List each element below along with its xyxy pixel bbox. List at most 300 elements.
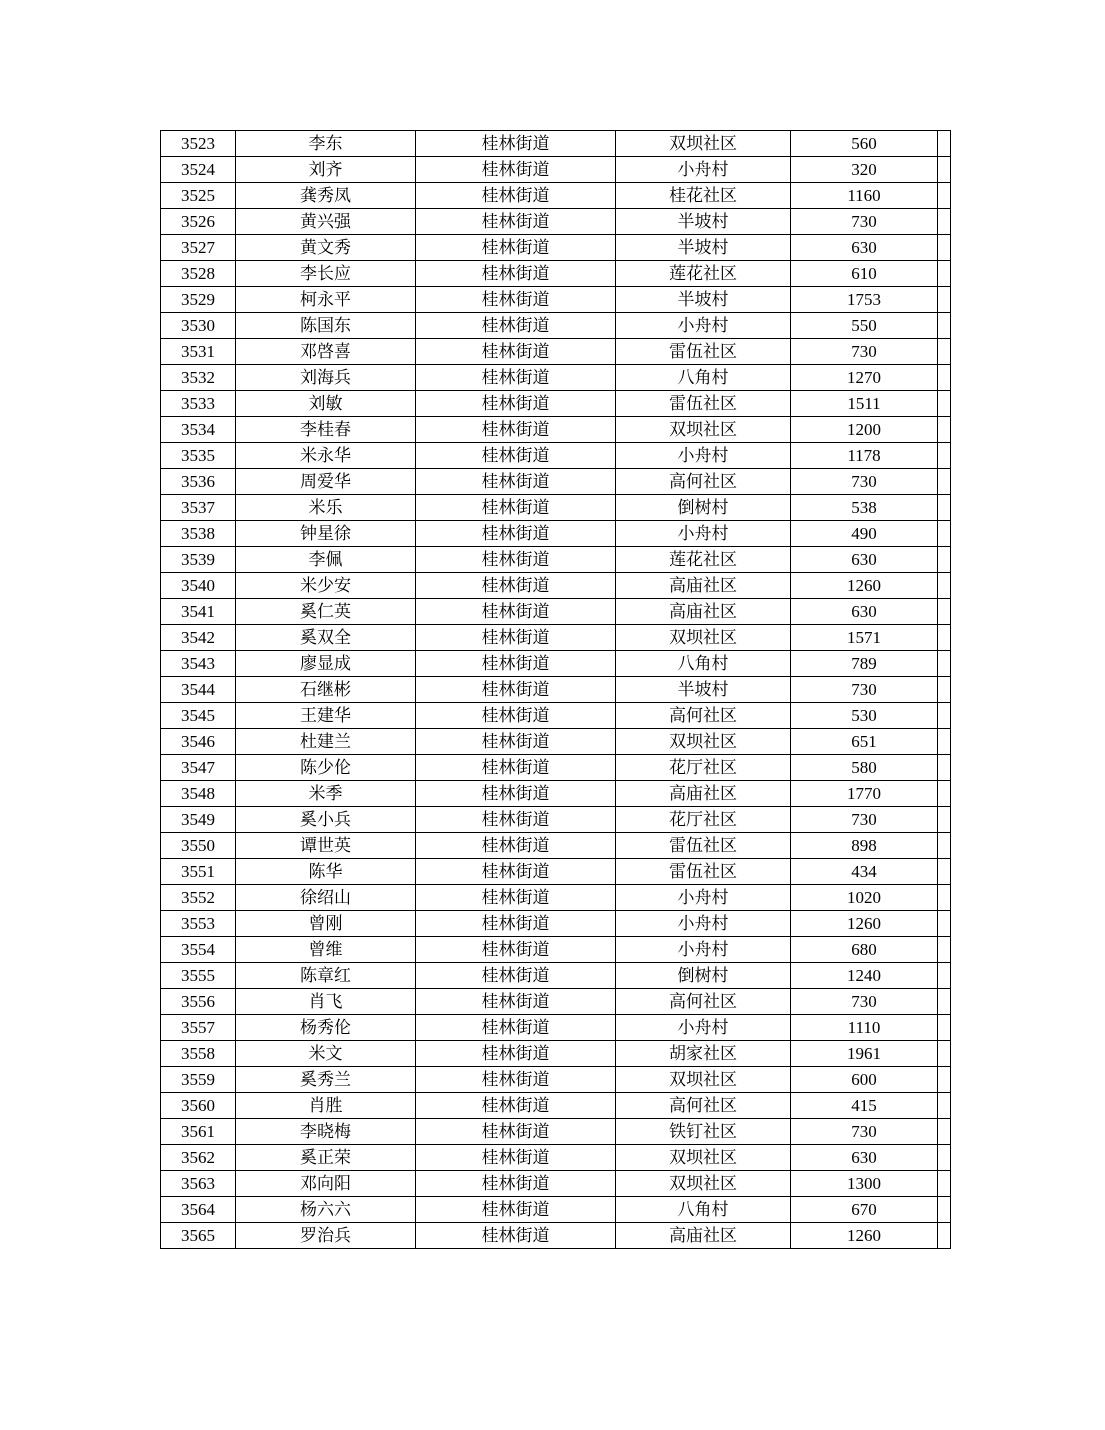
cell-street: 桂林街道 xyxy=(416,261,616,287)
cell-amount: 1270 xyxy=(791,365,938,391)
cell-blank xyxy=(938,1171,951,1197)
cell-amount: 1571 xyxy=(791,625,938,651)
cell-blank xyxy=(938,261,951,287)
cell-id: 3565 xyxy=(161,1223,236,1249)
cell-name: 邓啓喜 xyxy=(236,339,416,365)
cell-street: 桂林街道 xyxy=(416,625,616,651)
table-row xyxy=(161,183,951,209)
cell-street: 桂林街道 xyxy=(416,1197,616,1223)
cell-blank xyxy=(938,989,951,1015)
cell-amount: 1240 xyxy=(791,963,938,989)
cell-street: 桂林街道 xyxy=(416,1171,616,1197)
cell-name: 杨六六 xyxy=(236,1197,416,1223)
cell-amount: 651 xyxy=(791,729,938,755)
cell-blank xyxy=(938,157,951,183)
cell-street: 桂林街道 xyxy=(416,703,616,729)
cell-blank xyxy=(938,625,951,651)
cell-blank xyxy=(938,937,951,963)
cell-amount: 1770 xyxy=(791,781,938,807)
cell-amount: 730 xyxy=(791,807,938,833)
table-row xyxy=(161,131,951,157)
cell-village: 雷伍社区 xyxy=(616,859,791,885)
cell-amount: 1961 xyxy=(791,1041,938,1067)
cell-village: 高庙社区 xyxy=(616,781,791,807)
cell-name: 刘敏 xyxy=(236,391,416,417)
cell-amount: 1511 xyxy=(791,391,938,417)
cell-blank xyxy=(938,885,951,911)
cell-name: 米永华 xyxy=(236,443,416,469)
cell-amount: 1260 xyxy=(791,573,938,599)
table-row xyxy=(161,443,951,469)
cell-blank xyxy=(938,963,951,989)
cell-id: 3530 xyxy=(161,313,236,339)
cell-id: 3535 xyxy=(161,443,236,469)
cell-id: 3534 xyxy=(161,417,236,443)
cell-village: 双坝社区 xyxy=(616,625,791,651)
cell-street: 桂林街道 xyxy=(416,1119,616,1145)
cell-blank xyxy=(938,339,951,365)
cell-name: 奚正荣 xyxy=(236,1145,416,1171)
cell-name: 曾维 xyxy=(236,937,416,963)
table-row xyxy=(161,729,951,755)
cell-amount: 630 xyxy=(791,1145,938,1171)
cell-village: 双坝社区 xyxy=(616,1145,791,1171)
cell-name: 米少安 xyxy=(236,573,416,599)
table-row xyxy=(161,365,951,391)
table-row xyxy=(161,677,951,703)
cell-village: 半坡村 xyxy=(616,677,791,703)
cell-street: 桂林街道 xyxy=(416,495,616,521)
table-row xyxy=(161,1041,951,1067)
cell-id: 3541 xyxy=(161,599,236,625)
cell-amount: 550 xyxy=(791,313,938,339)
cell-street: 桂林街道 xyxy=(416,443,616,469)
cell-village: 倒树村 xyxy=(616,495,791,521)
cell-village: 雷伍社区 xyxy=(616,339,791,365)
cell-id: 3526 xyxy=(161,209,236,235)
cell-amount: 580 xyxy=(791,755,938,781)
cell-name: 米乐 xyxy=(236,495,416,521)
cell-village: 高何社区 xyxy=(616,989,791,1015)
cell-name: 奚双全 xyxy=(236,625,416,651)
table-row xyxy=(161,391,951,417)
cell-id: 3548 xyxy=(161,781,236,807)
table-row xyxy=(161,885,951,911)
cell-id: 3549 xyxy=(161,807,236,833)
cell-name: 米季 xyxy=(236,781,416,807)
cell-village: 半坡村 xyxy=(616,235,791,261)
cell-blank xyxy=(938,443,951,469)
cell-name: 刘海兵 xyxy=(236,365,416,391)
cell-blank xyxy=(938,677,951,703)
cell-amount: 1200 xyxy=(791,417,938,443)
table-row xyxy=(161,521,951,547)
cell-blank xyxy=(938,1093,951,1119)
cell-village: 小舟村 xyxy=(616,1015,791,1041)
cell-id: 3563 xyxy=(161,1171,236,1197)
cell-village: 倒树村 xyxy=(616,963,791,989)
cell-amount: 730 xyxy=(791,989,938,1015)
cell-name: 钟星徐 xyxy=(236,521,416,547)
cell-id: 3533 xyxy=(161,391,236,417)
cell-blank xyxy=(938,547,951,573)
table-row xyxy=(161,807,951,833)
cell-name: 李桂春 xyxy=(236,417,416,443)
table-row xyxy=(161,1067,951,1093)
cell-name: 李佩 xyxy=(236,547,416,573)
cell-street: 桂林街道 xyxy=(416,547,616,573)
cell-street: 桂林街道 xyxy=(416,313,616,339)
cell-name: 陈少伦 xyxy=(236,755,416,781)
cell-street: 桂林街道 xyxy=(416,339,616,365)
cell-village: 铁钉社区 xyxy=(616,1119,791,1145)
table-row xyxy=(161,1093,951,1119)
table-row xyxy=(161,703,951,729)
cell-village: 小舟村 xyxy=(616,937,791,963)
table-row xyxy=(161,1015,951,1041)
cell-amount: 730 xyxy=(791,677,938,703)
cell-blank xyxy=(938,703,951,729)
cell-street: 桂林街道 xyxy=(416,1041,616,1067)
table-row xyxy=(161,1171,951,1197)
cell-village: 高何社区 xyxy=(616,469,791,495)
table-row xyxy=(161,287,951,313)
cell-name: 奚仁英 xyxy=(236,599,416,625)
table-row xyxy=(161,1223,951,1249)
cell-blank xyxy=(938,1067,951,1093)
cell-id: 3557 xyxy=(161,1015,236,1041)
cell-street: 桂林街道 xyxy=(416,469,616,495)
cell-amount: 530 xyxy=(791,703,938,729)
cell-blank xyxy=(938,209,951,235)
cell-amount: 1260 xyxy=(791,911,938,937)
table-row xyxy=(161,599,951,625)
cell-id: 3528 xyxy=(161,261,236,287)
cell-id: 3525 xyxy=(161,183,236,209)
cell-id: 3527 xyxy=(161,235,236,261)
cell-amount: 490 xyxy=(791,521,938,547)
cell-street: 桂林街道 xyxy=(416,287,616,313)
table-row xyxy=(161,1197,951,1223)
cell-village: 小舟村 xyxy=(616,885,791,911)
cell-street: 桂林街道 xyxy=(416,391,616,417)
cell-amount: 415 xyxy=(791,1093,938,1119)
cell-blank xyxy=(938,287,951,313)
cell-id: 3560 xyxy=(161,1093,236,1119)
cell-street: 桂林街道 xyxy=(416,365,616,391)
cell-village: 花厅社区 xyxy=(616,755,791,781)
cell-amount: 320 xyxy=(791,157,938,183)
cell-name: 奚小兵 xyxy=(236,807,416,833)
cell-amount: 1160 xyxy=(791,183,938,209)
table-row xyxy=(161,755,951,781)
cell-id: 3561 xyxy=(161,1119,236,1145)
cell-street: 桂林街道 xyxy=(416,651,616,677)
cell-name: 罗治兵 xyxy=(236,1223,416,1249)
cell-street: 桂林街道 xyxy=(416,131,616,157)
table-row xyxy=(161,651,951,677)
cell-blank xyxy=(938,417,951,443)
cell-blank xyxy=(938,573,951,599)
cell-blank xyxy=(938,521,951,547)
cell-amount: 630 xyxy=(791,599,938,625)
table-row xyxy=(161,209,951,235)
cell-amount: 1110 xyxy=(791,1015,938,1041)
cell-street: 桂林街道 xyxy=(416,573,616,599)
cell-village: 双坝社区 xyxy=(616,1171,791,1197)
cell-village: 高庙社区 xyxy=(616,1223,791,1249)
cell-village: 高何社区 xyxy=(616,1093,791,1119)
cell-village: 八角村 xyxy=(616,651,791,677)
cell-id: 3539 xyxy=(161,547,236,573)
cell-id: 3542 xyxy=(161,625,236,651)
cell-street: 桂林街道 xyxy=(416,885,616,911)
table-body xyxy=(161,131,951,1249)
cell-id: 3559 xyxy=(161,1067,236,1093)
cell-id: 3552 xyxy=(161,885,236,911)
table-row xyxy=(161,313,951,339)
cell-street: 桂林街道 xyxy=(416,157,616,183)
cell-amount: 1020 xyxy=(791,885,938,911)
cell-street: 桂林街道 xyxy=(416,859,616,885)
cell-id: 3564 xyxy=(161,1197,236,1223)
cell-street: 桂林街道 xyxy=(416,1015,616,1041)
cell-village: 高庙社区 xyxy=(616,599,791,625)
cell-amount: 560 xyxy=(791,131,938,157)
cell-name: 刘齐 xyxy=(236,157,416,183)
roster-table xyxy=(160,130,951,1249)
table-row xyxy=(161,235,951,261)
cell-village: 小舟村 xyxy=(616,157,791,183)
cell-blank xyxy=(938,131,951,157)
cell-village: 八角村 xyxy=(616,365,791,391)
cell-village: 双坝社区 xyxy=(616,417,791,443)
cell-name: 李长应 xyxy=(236,261,416,287)
table-row xyxy=(161,989,951,1015)
cell-name: 肖胜 xyxy=(236,1093,416,1119)
cell-amount: 538 xyxy=(791,495,938,521)
cell-name: 邓向阳 xyxy=(236,1171,416,1197)
cell-blank xyxy=(938,1041,951,1067)
cell-id: 3551 xyxy=(161,859,236,885)
cell-village: 小舟村 xyxy=(616,443,791,469)
cell-name: 黄文秀 xyxy=(236,235,416,261)
cell-blank xyxy=(938,1119,951,1145)
cell-amount: 730 xyxy=(791,209,938,235)
cell-street: 桂林街道 xyxy=(416,781,616,807)
cell-blank xyxy=(938,1145,951,1171)
cell-name: 杜建兰 xyxy=(236,729,416,755)
cell-street: 桂林街道 xyxy=(416,677,616,703)
cell-blank xyxy=(938,911,951,937)
cell-village: 桂花社区 xyxy=(616,183,791,209)
cell-id: 3538 xyxy=(161,521,236,547)
cell-name: 谭世英 xyxy=(236,833,416,859)
cell-street: 桂林街道 xyxy=(416,833,616,859)
table-row xyxy=(161,547,951,573)
cell-id: 3554 xyxy=(161,937,236,963)
cell-blank xyxy=(938,183,951,209)
table-row xyxy=(161,911,951,937)
cell-id: 3537 xyxy=(161,495,236,521)
cell-village: 胡家社区 xyxy=(616,1041,791,1067)
cell-name: 陈华 xyxy=(236,859,416,885)
cell-amount: 1753 xyxy=(791,287,938,313)
cell-blank xyxy=(938,807,951,833)
cell-village: 高何社区 xyxy=(616,703,791,729)
cell-name: 廖显成 xyxy=(236,651,416,677)
cell-id: 3536 xyxy=(161,469,236,495)
cell-village: 双坝社区 xyxy=(616,131,791,157)
cell-name: 王建华 xyxy=(236,703,416,729)
cell-blank xyxy=(938,469,951,495)
table-row xyxy=(161,469,951,495)
cell-village: 高庙社区 xyxy=(616,573,791,599)
cell-id: 3555 xyxy=(161,963,236,989)
cell-name: 杨秀伦 xyxy=(236,1015,416,1041)
cell-blank xyxy=(938,235,951,261)
cell-id: 3543 xyxy=(161,651,236,677)
cell-street: 桂林街道 xyxy=(416,1093,616,1119)
cell-name: 周爱华 xyxy=(236,469,416,495)
cell-village: 雷伍社区 xyxy=(616,391,791,417)
cell-village: 小舟村 xyxy=(616,521,791,547)
cell-amount: 600 xyxy=(791,1067,938,1093)
cell-amount: 730 xyxy=(791,339,938,365)
cell-id: 3556 xyxy=(161,989,236,1015)
cell-id: 3529 xyxy=(161,287,236,313)
cell-name: 奚秀兰 xyxy=(236,1067,416,1093)
cell-amount: 730 xyxy=(791,1119,938,1145)
cell-amount: 680 xyxy=(791,937,938,963)
cell-id: 3532 xyxy=(161,365,236,391)
table-row xyxy=(161,625,951,651)
cell-amount: 789 xyxy=(791,651,938,677)
cell-street: 桂林街道 xyxy=(416,937,616,963)
cell-id: 3562 xyxy=(161,1145,236,1171)
cell-name: 石继彬 xyxy=(236,677,416,703)
cell-id: 3550 xyxy=(161,833,236,859)
cell-name: 龚秀凤 xyxy=(236,183,416,209)
cell-street: 桂林街道 xyxy=(416,729,616,755)
cell-street: 桂林街道 xyxy=(416,807,616,833)
cell-id: 3540 xyxy=(161,573,236,599)
cell-street: 桂林街道 xyxy=(416,417,616,443)
table-row xyxy=(161,495,951,521)
cell-street: 桂林街道 xyxy=(416,755,616,781)
cell-blank xyxy=(938,729,951,755)
cell-name: 黄兴强 xyxy=(236,209,416,235)
cell-blank xyxy=(938,755,951,781)
cell-name: 陈章红 xyxy=(236,963,416,989)
cell-name: 李晓梅 xyxy=(236,1119,416,1145)
cell-street: 桂林街道 xyxy=(416,1067,616,1093)
cell-street: 桂林街道 xyxy=(416,599,616,625)
cell-village: 半坡村 xyxy=(616,209,791,235)
cell-amount: 1300 xyxy=(791,1171,938,1197)
cell-village: 八角村 xyxy=(616,1197,791,1223)
table-row xyxy=(161,833,951,859)
cell-village: 小舟村 xyxy=(616,911,791,937)
cell-village: 莲花社区 xyxy=(616,547,791,573)
cell-amount: 898 xyxy=(791,833,938,859)
table-row xyxy=(161,339,951,365)
cell-amount: 730 xyxy=(791,469,938,495)
cell-street: 桂林街道 xyxy=(416,209,616,235)
document-page xyxy=(160,130,951,1249)
cell-village: 半坡村 xyxy=(616,287,791,313)
table-row xyxy=(161,157,951,183)
cell-street: 桂林街道 xyxy=(416,989,616,1015)
cell-amount: 670 xyxy=(791,1197,938,1223)
cell-street: 桂林街道 xyxy=(416,911,616,937)
table-row xyxy=(161,417,951,443)
cell-blank xyxy=(938,833,951,859)
cell-blank xyxy=(938,1197,951,1223)
table-row xyxy=(161,859,951,885)
cell-id: 3545 xyxy=(161,703,236,729)
cell-id: 3523 xyxy=(161,131,236,157)
cell-amount: 434 xyxy=(791,859,938,885)
cell-name: 柯永平 xyxy=(236,287,416,313)
cell-name: 曾刚 xyxy=(236,911,416,937)
cell-village: 雷伍社区 xyxy=(616,833,791,859)
cell-blank xyxy=(938,1223,951,1249)
cell-id: 3544 xyxy=(161,677,236,703)
cell-village: 莲花社区 xyxy=(616,261,791,287)
cell-id: 3547 xyxy=(161,755,236,781)
cell-name: 米文 xyxy=(236,1041,416,1067)
cell-village: 小舟村 xyxy=(616,313,791,339)
cell-street: 桂林街道 xyxy=(416,521,616,547)
cell-blank xyxy=(938,313,951,339)
cell-blank xyxy=(938,391,951,417)
cell-id: 3553 xyxy=(161,911,236,937)
cell-street: 桂林街道 xyxy=(416,1145,616,1171)
cell-village: 花厅社区 xyxy=(616,807,791,833)
cell-amount: 1178 xyxy=(791,443,938,469)
table-row xyxy=(161,1119,951,1145)
cell-id: 3546 xyxy=(161,729,236,755)
cell-street: 桂林街道 xyxy=(416,1223,616,1249)
cell-name: 陈国东 xyxy=(236,313,416,339)
cell-blank xyxy=(938,599,951,625)
cell-amount: 1260 xyxy=(791,1223,938,1249)
cell-name: 徐绍山 xyxy=(236,885,416,911)
table-row xyxy=(161,1145,951,1171)
cell-name: 李东 xyxy=(236,131,416,157)
cell-street: 桂林街道 xyxy=(416,183,616,209)
cell-village: 双坝社区 xyxy=(616,1067,791,1093)
cell-amount: 630 xyxy=(791,235,938,261)
table-row xyxy=(161,573,951,599)
table-row xyxy=(161,963,951,989)
table-row xyxy=(161,781,951,807)
table-row xyxy=(161,937,951,963)
cell-name: 肖飞 xyxy=(236,989,416,1015)
cell-id: 3558 xyxy=(161,1041,236,1067)
cell-blank xyxy=(938,365,951,391)
cell-street: 桂林街道 xyxy=(416,963,616,989)
cell-village: 双坝社区 xyxy=(616,729,791,755)
cell-blank xyxy=(938,781,951,807)
cell-blank xyxy=(938,651,951,677)
cell-street: 桂林街道 xyxy=(416,235,616,261)
cell-blank xyxy=(938,1015,951,1041)
table-row xyxy=(161,261,951,287)
cell-amount: 610 xyxy=(791,261,938,287)
cell-amount: 630 xyxy=(791,547,938,573)
